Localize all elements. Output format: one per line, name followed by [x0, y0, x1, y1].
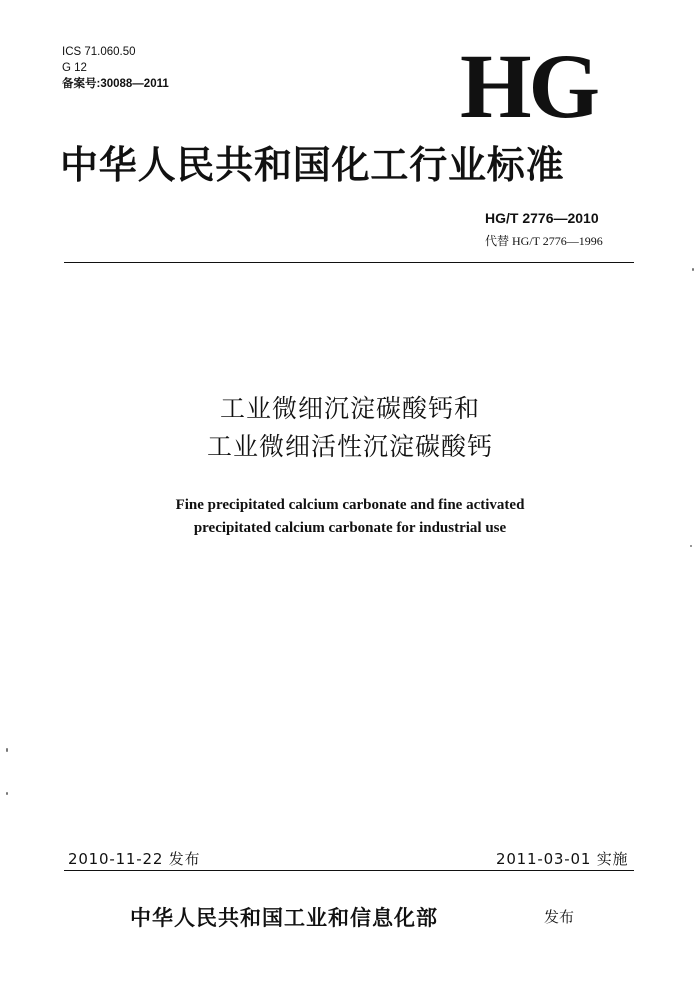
- publish-label: 发布: [544, 908, 575, 926]
- scan-speck: [6, 792, 8, 795]
- scan-speck: [6, 748, 8, 752]
- issue-date: 2010-11-22 发布: [68, 850, 201, 868]
- implementation-date: 2011-03-01 实施: [496, 850, 629, 868]
- record-number: 备案号:30088—2011: [62, 78, 169, 90]
- replaces-standard: 代替 HG/T 2776—1996: [485, 234, 603, 248]
- ics-code: ICS 71.060.50: [62, 46, 136, 58]
- hg-logo: HG: [460, 35, 598, 137]
- classification-code: G 12: [62, 62, 87, 74]
- standard-code: HG/T 2776—2010: [485, 210, 599, 226]
- footer-divider: [64, 870, 634, 871]
- header-divider: [64, 262, 634, 263]
- chinese-title-line-1: 工业微细沉淀碳酸钙和: [219, 394, 480, 423]
- standard-type-title: 中华人民共和国化工行业标准: [60, 142, 565, 187]
- scan-speck: [692, 268, 694, 271]
- chinese-title-line-2: 工业微细活性沉淀碳酸钙: [206, 432, 493, 461]
- scan-speck: [690, 545, 692, 547]
- publisher-name: 中华人民共和国工业和信息化部: [130, 905, 438, 930]
- english-title-line-1: Fine precipitated calcium carbonate and fine activated: [175, 497, 525, 513]
- english-title-line-2: precipitated calcium carbonate for industrial use: [193, 520, 507, 536]
